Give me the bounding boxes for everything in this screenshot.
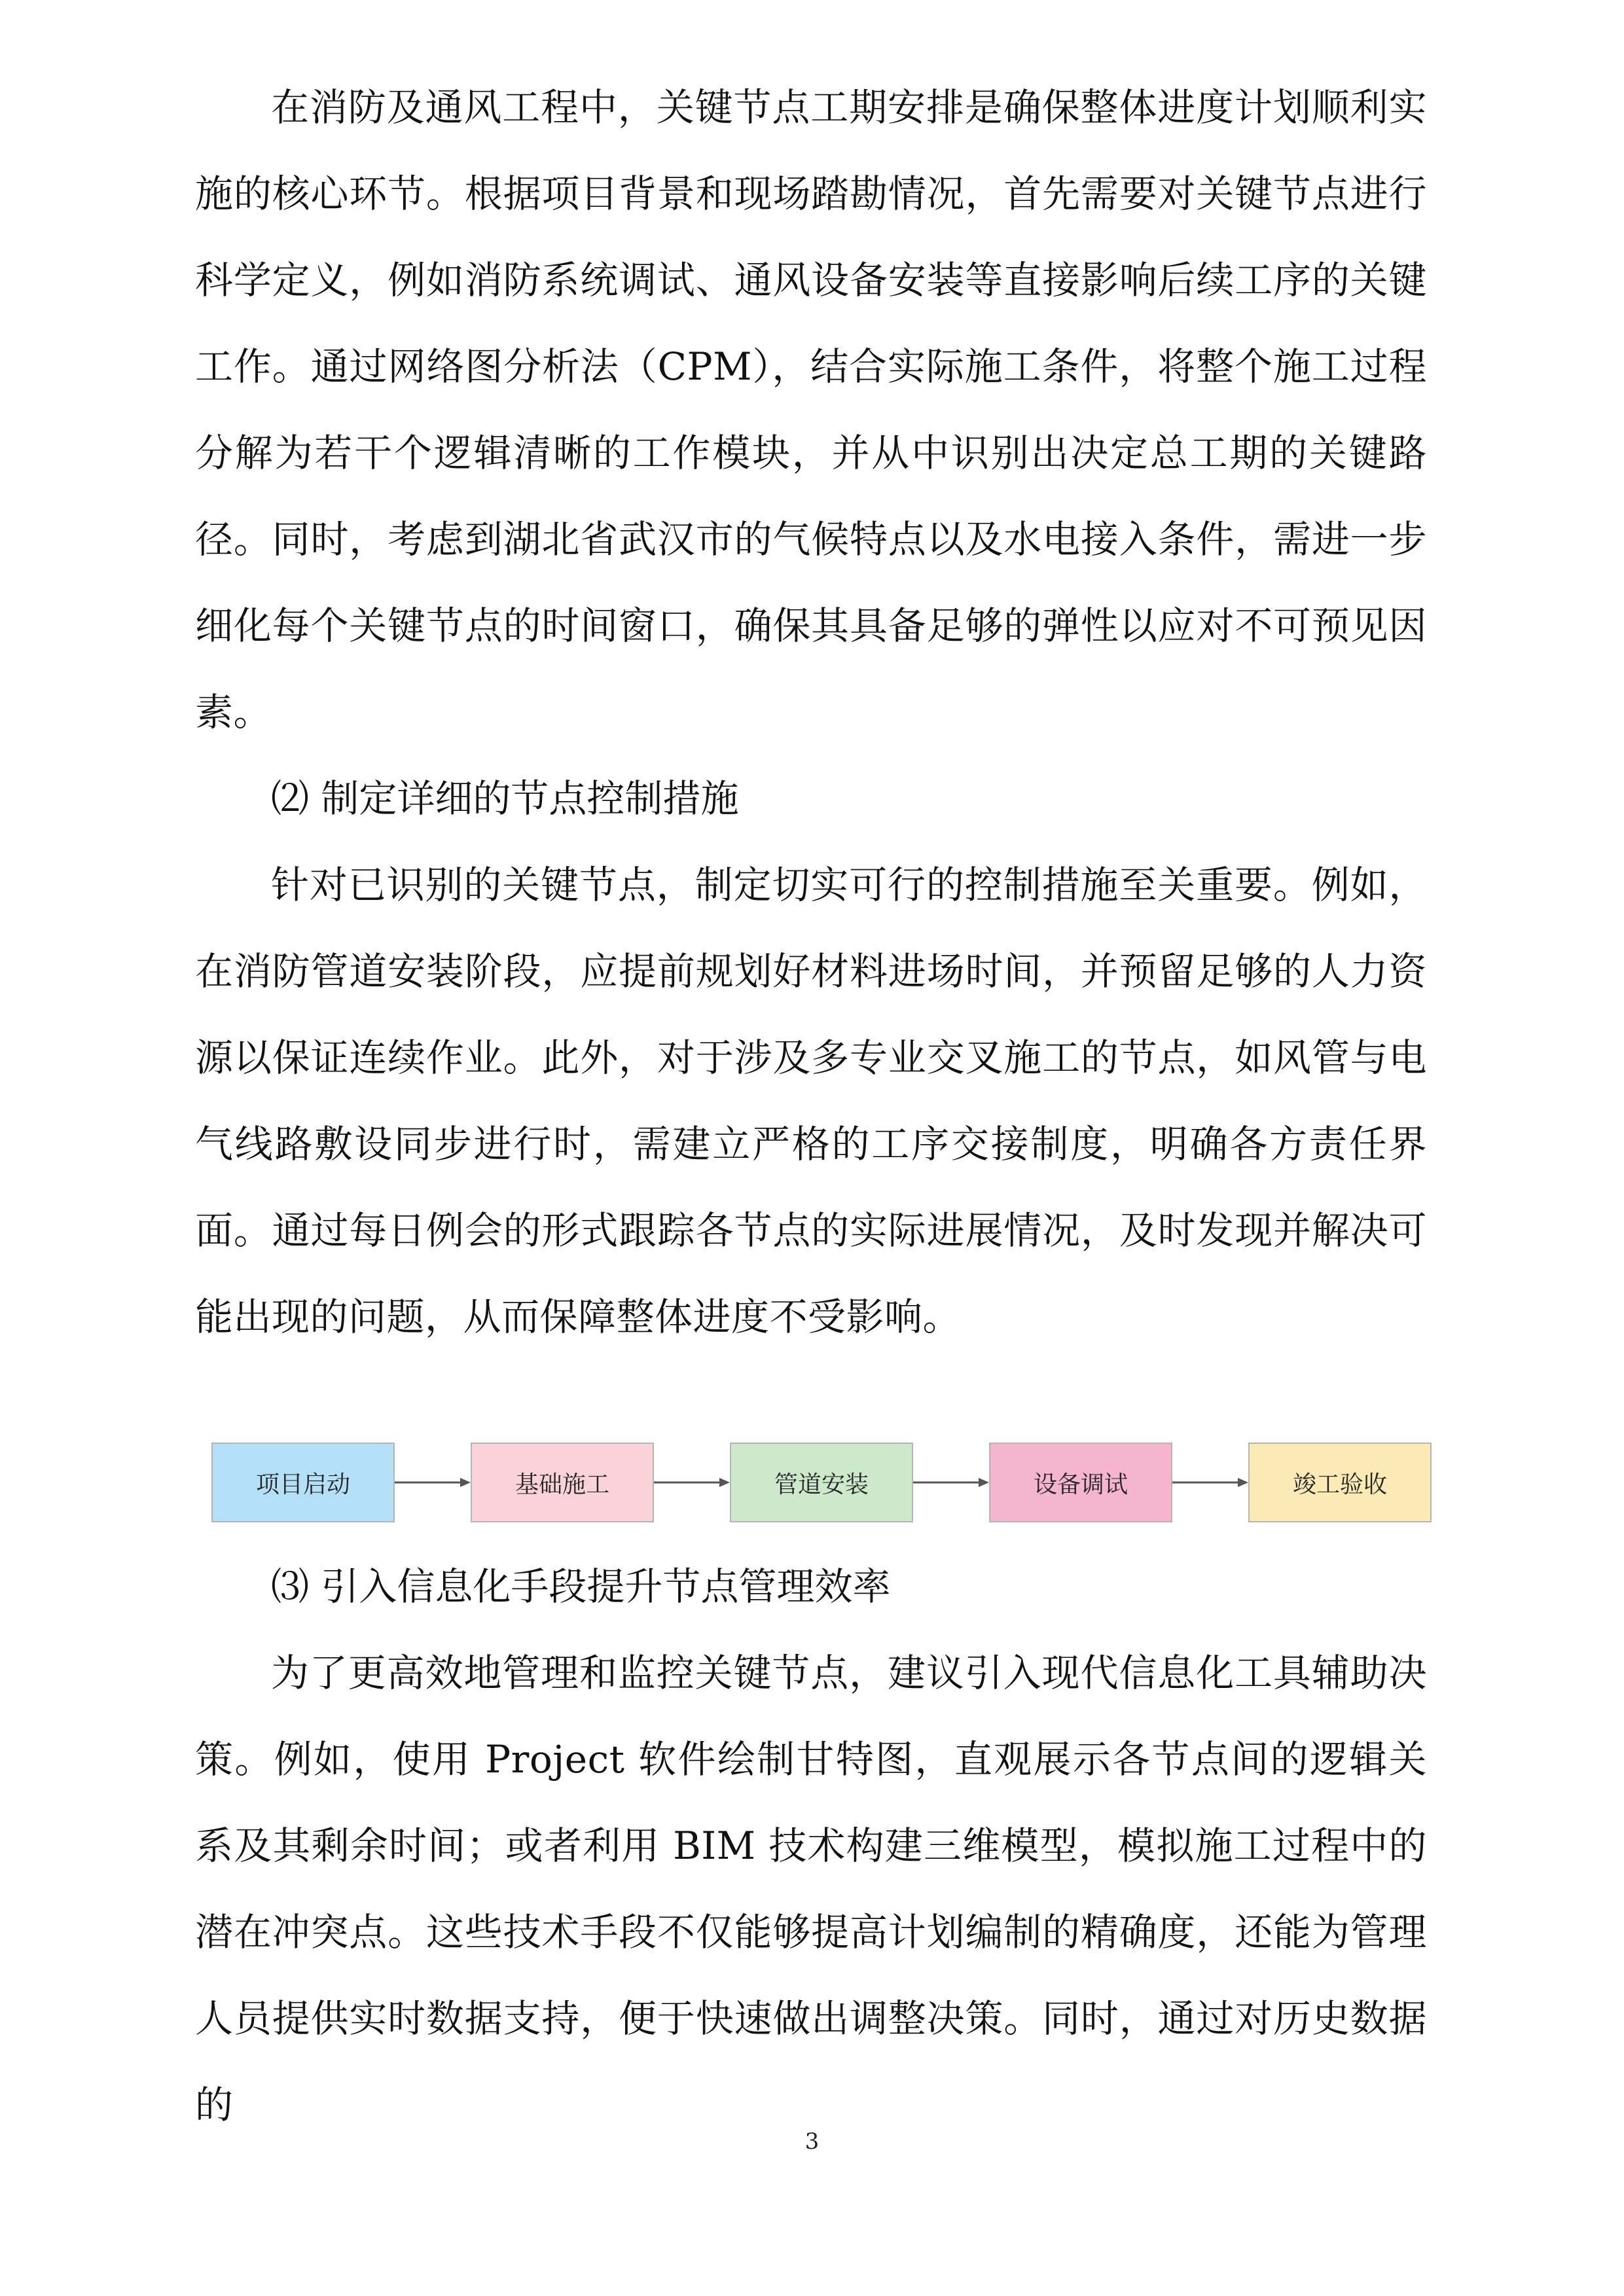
flow-step-commissioning (989, 1443, 1172, 1522)
document-body (195, 64, 1427, 2148)
flow-step-label: 设备调试 (1033, 1471, 1128, 1498)
flow-step-foundation (471, 1443, 654, 1522)
paragraph-information-tools: 为了更高效地管理和监控关键节点，建议引入现代信息化工具辅助决策。例如，使用 Project 软件绘制甘特图，直观展示各节点间的逻辑关系及其剩余时间；或者利用 BIM 技术构建三维模型，模拟施工过程中的潜在冲突点。这些技术手段不仅能够提高计划编制的精确度，还能为管理人员提供实时数据支持，便于快速做出调整决策。同时，通过对历史数据的 (195, 1651, 1427, 2127)
paragraph-node-control-measures: 针对已识别的关键节点，制定切实可行的控制措施至关重要。例如，在消防管道安装阶段，应提前规划好材料进场时间，并预留足够的人力资源以保证连续作业。此外，对于涉及多专业交叉施工的节点，如风管与电气线路敷设同步进行时，需建立严格的工序交接制度，明确各方责任界面。通过每日例会的形式跟踪各节点的实际进展情况，及时发现并解决可能出现的问题，从而保障整体进度不受影响。 (195, 863, 1427, 1339)
paragraph-key-node-schedule: 在消防及通风工程中，关键节点工期安排是确保整体进度计划顺利实施的核心环节。根据项目背景和现场踏勘情况，首先需要对关键节点进行科学定义，例如消防系统调试、通风设备安装等直接影响后续工序的关键工作。通过网络图分析法（CPM），结合实际施工条件，将整个施工过程分解为若干个逻辑清晰的工作模块，并从中识别出决定总工期的关键路径。同时，考虑到湖北省武汉市的气候特点以及水电接入条件，需进一步细化每个关键节点的时间窗口，确保其具备足够的弹性以应对不可预见因素。 (195, 85, 1427, 734)
section-heading-3: ⑶ 引入信息化手段提升节点管理效率 (271, 1564, 891, 1609)
flow-step-pipe-install (730, 1443, 913, 1522)
flow-step-label: 项目启动 (255, 1471, 350, 1498)
process-flowchart (195, 1443, 1427, 1524)
flow-step-project-start (211, 1443, 395, 1522)
flow-step-label: 竣工验收 (1292, 1471, 1387, 1498)
page-number: 3 (804, 2128, 820, 2155)
flow-arrow-icon (654, 1443, 730, 1522)
flow-step-label: 基础施工 (514, 1471, 609, 1498)
flow-step-label: 管道安装 (774, 1471, 869, 1498)
flow-arrow-icon (395, 1443, 471, 1522)
flow-step-acceptance (1248, 1443, 1432, 1522)
section-heading-2: ⑵ 制定详细的节点控制措施 (271, 776, 739, 821)
flow-arrow-icon (1172, 1443, 1248, 1522)
flow-arrow-icon (913, 1443, 989, 1522)
